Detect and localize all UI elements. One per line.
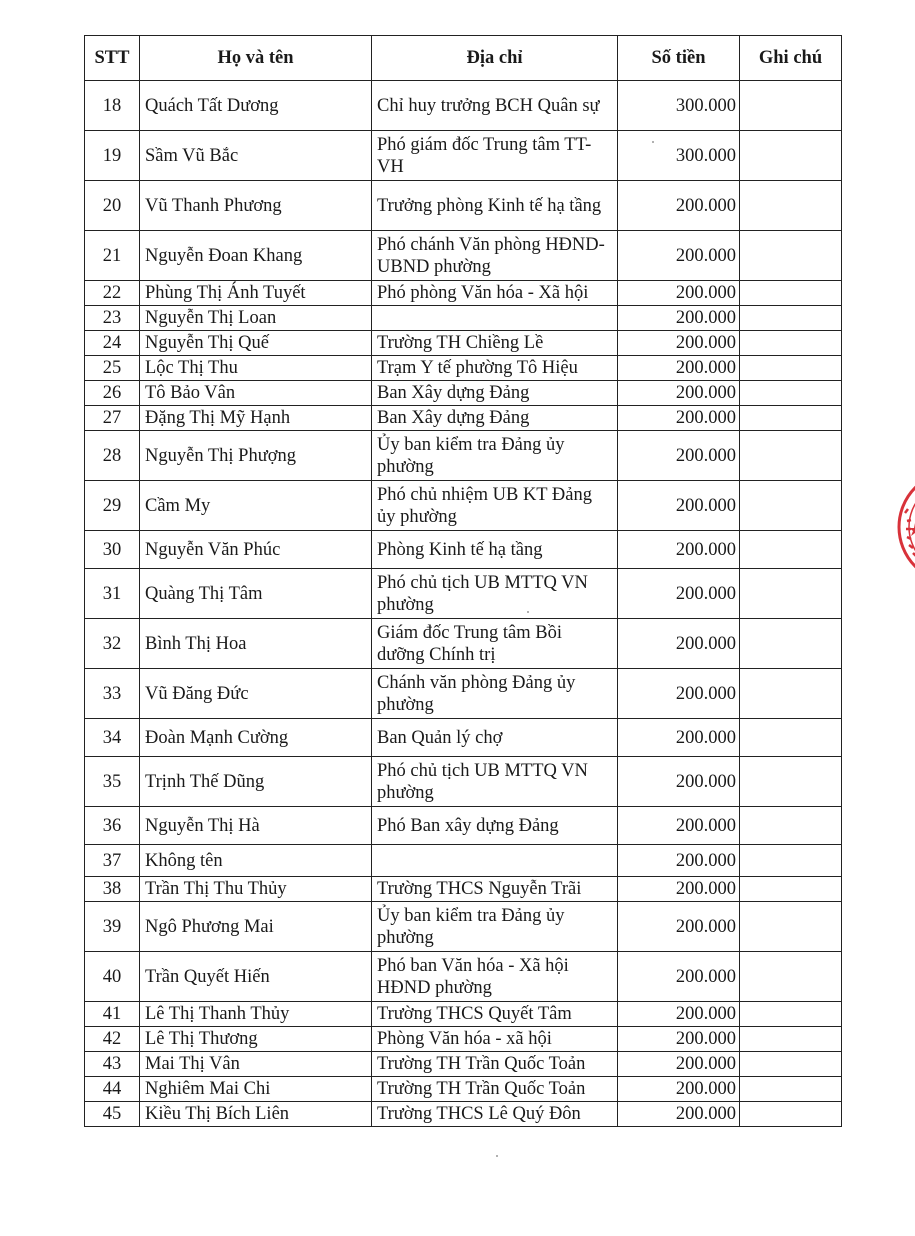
row-stt: 30	[85, 531, 140, 569]
row-stt: 21	[85, 231, 140, 281]
scan-speck	[527, 611, 529, 613]
row-note	[740, 757, 842, 807]
row-amount: 200.000	[618, 406, 740, 431]
row-name: Nghiêm Mai Chi	[140, 1077, 372, 1102]
row-name: Lê Thị Thương	[140, 1027, 372, 1052]
row-stt: 36	[85, 807, 140, 845]
row-amount: 200.000	[618, 569, 740, 619]
row-stt: 34	[85, 719, 140, 757]
row-name: Sầm Vũ Bắc	[140, 131, 372, 181]
header-note: Ghi chú	[740, 36, 842, 81]
row-address	[372, 845, 618, 877]
row-amount: 200.000	[618, 1102, 740, 1127]
table-row	[85, 181, 842, 231]
row-address: Phó giám đốc Trung tâm TT-VH	[372, 131, 618, 181]
row-stt: 41	[85, 1002, 140, 1027]
table-row	[85, 1077, 842, 1102]
row-note	[740, 81, 842, 131]
header-amount: Số tiền	[618, 36, 740, 81]
row-stt: 19	[85, 131, 140, 181]
row-note	[740, 619, 842, 669]
row-address: Chánh văn phòng Đảng ủy phường	[372, 669, 618, 719]
table-row	[85, 1052, 842, 1077]
row-stt: 22	[85, 281, 140, 306]
row-amount: 200.000	[618, 306, 740, 331]
row-address: Trường THCS Nguyễn Trãi	[372, 877, 618, 902]
row-name: Mai Thị Vân	[140, 1052, 372, 1077]
table-body	[85, 81, 842, 1127]
row-amount: 300.000	[618, 81, 740, 131]
table-row	[85, 231, 842, 281]
row-note	[740, 669, 842, 719]
row-address: Trường THCS Lê Quý Đôn	[372, 1102, 618, 1127]
table-row	[85, 406, 842, 431]
row-amount: 200.000	[618, 845, 740, 877]
row-address: Trưởng phòng Kinh tế hạ tầng	[372, 181, 618, 231]
row-address: Trường THCS Quyết Tâm	[372, 1002, 618, 1027]
row-amount: 300.000	[618, 131, 740, 181]
row-note	[740, 306, 842, 331]
row-name: Đặng Thị Mỹ Hạnh	[140, 406, 372, 431]
table-row	[85, 845, 842, 877]
row-address: Phó chủ nhiệm UB KT Đảng ủy phường	[372, 481, 618, 531]
table-row	[85, 81, 842, 131]
row-amount: 200.000	[618, 331, 740, 356]
row-stt: 33	[85, 669, 140, 719]
row-note	[740, 952, 842, 1002]
table-row	[85, 1102, 842, 1127]
row-note	[740, 181, 842, 231]
row-stt: 26	[85, 381, 140, 406]
row-amount: 200.000	[618, 231, 740, 281]
donation-table	[84, 35, 842, 1127]
row-stt: 23	[85, 306, 140, 331]
row-stt: 38	[85, 877, 140, 902]
row-name: Cầm My	[140, 481, 372, 531]
row-note	[740, 381, 842, 406]
row-name: Tô Bảo Vân	[140, 381, 372, 406]
table-row	[85, 952, 842, 1002]
row-note	[740, 569, 842, 619]
row-amount: 200.000	[618, 669, 740, 719]
row-name: Không tên	[140, 845, 372, 877]
row-address: Chỉ huy trưởng BCH Quân sự	[372, 81, 618, 131]
row-address: Phòng Kinh tế hạ tầng	[372, 531, 618, 569]
row-stt: 35	[85, 757, 140, 807]
row-address: Trường TH Chiềng Lề	[372, 331, 618, 356]
row-stt: 40	[85, 952, 140, 1002]
row-stt: 45	[85, 1102, 140, 1127]
row-address: Giám đốc Trung tâm Bồi dưỡng Chính trị	[372, 619, 618, 669]
row-note	[740, 481, 842, 531]
table-row	[85, 431, 842, 481]
table-row	[85, 531, 842, 569]
row-note	[740, 807, 842, 845]
table-row	[85, 877, 842, 902]
row-stt: 37	[85, 845, 140, 877]
table-row	[85, 1002, 842, 1027]
row-amount: 200.000	[618, 1052, 740, 1077]
table-row	[85, 757, 842, 807]
row-name: Nguyễn Thị Quế	[140, 331, 372, 356]
row-note	[740, 331, 842, 356]
table-row	[85, 306, 842, 331]
row-amount: 200.000	[618, 281, 740, 306]
row-note	[740, 356, 842, 381]
row-amount: 200.000	[618, 719, 740, 757]
row-note	[740, 406, 842, 431]
row-amount: 200.000	[618, 902, 740, 952]
row-stt: 29	[85, 481, 140, 531]
row-amount: 200.000	[618, 531, 740, 569]
row-note	[740, 877, 842, 902]
row-stt: 31	[85, 569, 140, 619]
row-address: Ủy ban kiểm tra Đảng ủy phường	[372, 902, 618, 952]
row-note	[740, 231, 842, 281]
row-amount: 200.000	[618, 807, 740, 845]
row-stt: 32	[85, 619, 140, 669]
row-stt: 24	[85, 331, 140, 356]
row-address: Phó ban Văn hóa - Xã hội HĐND phường	[372, 952, 618, 1002]
row-note	[740, 1077, 842, 1102]
table-row	[85, 381, 842, 406]
row-name: Nguyễn Văn Phúc	[140, 531, 372, 569]
row-address: Ủy ban kiểm tra Đảng ủy phường	[372, 431, 618, 481]
row-name: Kiều Thị Bích Liên	[140, 1102, 372, 1127]
row-address: Phòng Văn hóa - xã hội	[372, 1027, 618, 1052]
row-note	[740, 902, 842, 952]
table-row	[85, 669, 842, 719]
row-amount: 200.000	[618, 877, 740, 902]
table-row	[85, 1027, 842, 1052]
row-name: Quàng Thị Tâm	[140, 569, 372, 619]
row-name: Nguyễn Thị Loan	[140, 306, 372, 331]
row-name: Nguyễn Thị Hà	[140, 807, 372, 845]
row-note	[740, 131, 842, 181]
table-row	[85, 281, 842, 306]
table-row	[85, 131, 842, 181]
row-stt: 28	[85, 431, 140, 481]
row-name: Trịnh Thế Dũng	[140, 757, 372, 807]
row-stt: 20	[85, 181, 140, 231]
table-row	[85, 331, 842, 356]
row-name: Bình Thị Hoa	[140, 619, 372, 669]
row-name: Nguyễn Thị Phượng	[140, 431, 372, 481]
header-stt: STT	[85, 36, 140, 81]
row-address: Ban Quản lý chợ	[372, 719, 618, 757]
row-amount: 200.000	[618, 181, 740, 231]
row-name: Vũ Đăng Đức	[140, 669, 372, 719]
table-row	[85, 481, 842, 531]
scan-speck	[496, 1155, 498, 1157]
row-amount: 200.000	[618, 481, 740, 531]
row-stt: 43	[85, 1052, 140, 1077]
red-seal-stamp	[893, 463, 915, 591]
row-name: Lộc Thị Thu	[140, 356, 372, 381]
table-header	[85, 36, 842, 81]
row-note	[740, 431, 842, 481]
row-note	[740, 1102, 842, 1127]
row-address: Ban Xây dựng Đảng	[372, 406, 618, 431]
row-amount: 200.000	[618, 952, 740, 1002]
row-note	[740, 845, 842, 877]
row-stt: 18	[85, 81, 140, 131]
row-stt: 44	[85, 1077, 140, 1102]
table-row	[85, 569, 842, 619]
row-name: Lê Thị Thanh Thủy	[140, 1002, 372, 1027]
scan-speck	[652, 141, 654, 143]
row-amount: 200.000	[618, 431, 740, 481]
row-note	[740, 1052, 842, 1077]
row-name: Nguyễn Đoan Khang	[140, 231, 372, 281]
row-address: Phó phòng Văn hóa - Xã hội	[372, 281, 618, 306]
row-note	[740, 281, 842, 306]
table-row	[85, 807, 842, 845]
row-name: Trần Quyết Hiến	[140, 952, 372, 1002]
header-name: Họ và tên	[140, 36, 372, 81]
row-stt: 42	[85, 1027, 140, 1052]
row-stt: 39	[85, 902, 140, 952]
row-address: Trường TH Trần Quốc Toản	[372, 1077, 618, 1102]
row-address	[372, 306, 618, 331]
row-amount: 200.000	[618, 619, 740, 669]
row-name: Phùng Thị Ánh Tuyết	[140, 281, 372, 306]
row-address: Phó chủ tịch UB MTTQ VN phường	[372, 569, 618, 619]
row-amount: 200.000	[618, 381, 740, 406]
row-note	[740, 1002, 842, 1027]
row-amount: 200.000	[618, 356, 740, 381]
row-amount: 200.000	[618, 1027, 740, 1052]
table-row	[85, 619, 842, 669]
row-name: Trần Thị Thu Thủy	[140, 877, 372, 902]
row-note	[740, 531, 842, 569]
header-address: Địa chỉ	[372, 36, 618, 81]
row-name: Quách Tất Dương	[140, 81, 372, 131]
row-note	[740, 719, 842, 757]
row-address: Ban Xây dựng Đảng	[372, 381, 618, 406]
header-row	[85, 36, 842, 81]
row-note	[740, 1027, 842, 1052]
row-name: Ngô Phương Mai	[140, 902, 372, 952]
row-address: Trạm Y tế phường Tô Hiệu	[372, 356, 618, 381]
table-row	[85, 902, 842, 952]
row-stt: 25	[85, 356, 140, 381]
row-stt: 27	[85, 406, 140, 431]
row-name: Vũ Thanh Phương	[140, 181, 372, 231]
row-address: Phó chủ tịch UB MTTQ VN phường	[372, 757, 618, 807]
table-row	[85, 356, 842, 381]
row-address: Phó Ban xây dựng Đảng	[372, 807, 618, 845]
row-amount: 200.000	[618, 757, 740, 807]
row-address: Trường TH Trần Quốc Toản	[372, 1052, 618, 1077]
row-amount: 200.000	[618, 1002, 740, 1027]
seal-outer-ring	[899, 471, 915, 583]
table-row	[85, 719, 842, 757]
row-address: Phó chánh Văn phòng HĐND-UBND phường	[372, 231, 618, 281]
row-name: Đoàn Mạnh Cường	[140, 719, 372, 757]
row-amount: 200.000	[618, 1077, 740, 1102]
